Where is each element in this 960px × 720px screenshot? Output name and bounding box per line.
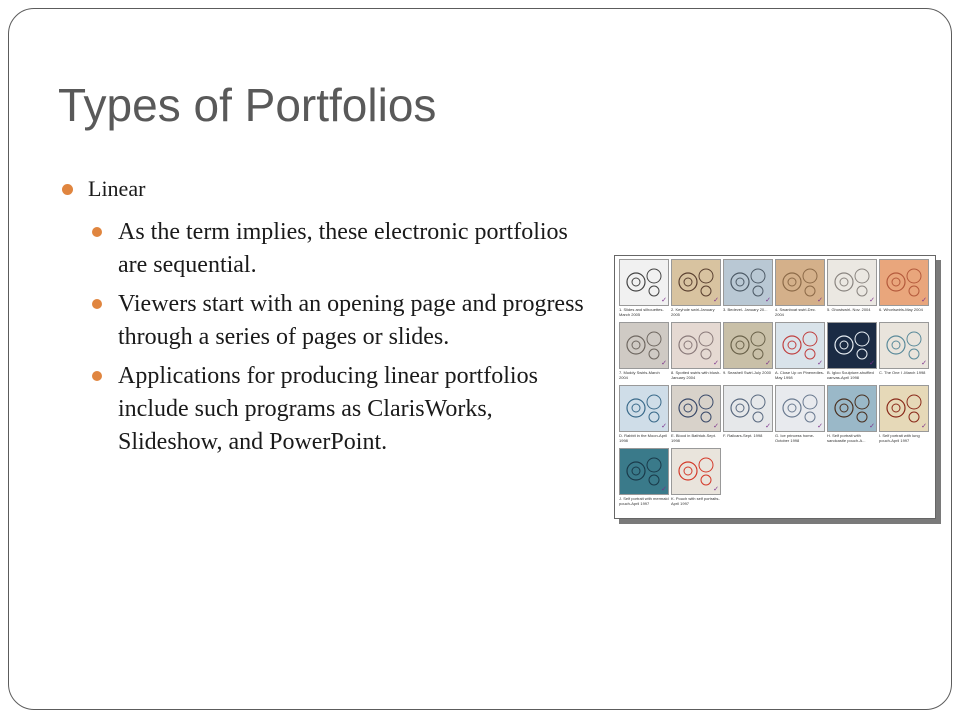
thumbnail-caption: C. The One I -March 1998 — [879, 370, 926, 375]
thumbnail-image — [619, 259, 669, 306]
thumbnail-caption: F. Railcars-Sept. 1998 — [723, 433, 763, 438]
thumbnail — [723, 322, 773, 383]
thumbnail — [775, 259, 825, 320]
thumbnail — [879, 322, 929, 383]
thumbnail-image — [775, 322, 825, 369]
thumbnail — [775, 322, 825, 383]
slide-transition-icon: ✓ — [869, 359, 875, 367]
slide-transition-icon: ✓ — [713, 422, 719, 430]
slide-transition-icon: ✓ — [869, 422, 875, 430]
thumbnail-caption: D. Rabbit in the Moon-April 1998 — [619, 433, 668, 443]
thumbnail-image — [775, 385, 825, 432]
thumbnail — [671, 322, 721, 383]
thumbnail-image — [827, 322, 877, 369]
thumbnail-image — [827, 385, 877, 432]
thumbnail-caption: A. Close Up on Pinenedles-May 1998 — [775, 370, 825, 380]
thumbnail — [827, 322, 877, 383]
thumbnail-caption: B. Igloo Sculpture-shuffled canvas-April 1998 — [827, 370, 874, 380]
thumbnail — [619, 448, 669, 509]
thumbnail-caption: G. Ice princess home-October 1998 — [775, 433, 815, 443]
thumbnail-caption: 7. Muddy Swirls-March 2004 — [619, 370, 660, 380]
thumbnail — [671, 385, 721, 446]
slide-transition-icon: ✓ — [921, 296, 927, 304]
bullet-dot-icon — [62, 184, 73, 195]
thumbnail-image — [775, 259, 825, 306]
thumbnail-image — [619, 385, 669, 432]
bullet-dot-icon — [92, 371, 102, 381]
thumbnail — [723, 385, 773, 446]
thumbnail-image — [671, 385, 721, 432]
slide-transition-icon: ✓ — [713, 296, 719, 304]
slide-transition-icon: ✓ — [765, 296, 771, 304]
thumbnail — [879, 259, 929, 320]
slide-transition-icon: ✓ — [661, 359, 667, 367]
sub-bullet — [60, 360, 600, 459]
slide-title: Types of Portfolios — [58, 79, 437, 131]
thumbnail — [723, 259, 773, 320]
thumbnail-caption: E. Blood in Bathtub-Sept. 1998 — [671, 433, 716, 443]
sub-bullet — [60, 216, 600, 282]
thumbnail-image — [827, 259, 877, 306]
thumbnail — [879, 385, 929, 446]
thumbnail — [619, 259, 669, 320]
thumbnail — [775, 385, 825, 446]
sub-bullet-text: As the term implies, these electronic portfolios are sequential. — [118, 219, 568, 278]
slide-transition-icon: ✓ — [817, 422, 823, 430]
slide-transition-icon: ✓ — [713, 485, 719, 493]
slide-transition-icon: ✓ — [661, 485, 667, 493]
thumbnail-grid — [619, 259, 931, 509]
thumbnail-image — [879, 259, 929, 306]
thumbnail-caption: K. Pouch with self portraits-April 1997 — [671, 496, 720, 506]
thumbnail-caption: 6. Whorlswirls-May 2004 — [879, 307, 923, 312]
thumbnail-image — [723, 259, 773, 306]
slide-transition-icon: ✓ — [869, 296, 875, 304]
thumbnail — [827, 385, 877, 446]
thumbnail-caption: H. Self portrait with sandcastle pouch-A... — [827, 433, 866, 443]
thumbnail — [619, 385, 669, 446]
bullet-text: Linear — [88, 176, 146, 201]
sub-bullet-text: Applications for producing linear portfolios include such programs as ClarisWorks, Slideshow, and PowerPoint. — [118, 363, 538, 455]
thumbnail — [671, 259, 721, 320]
slide-transition-icon: ✓ — [661, 296, 667, 304]
thumbnail-caption: 2. Keyhole swirl-January 2005 — [671, 307, 715, 317]
thumbnail-caption: 3. Bedevel- January 20... — [723, 307, 768, 312]
thumbnail-sorter-image — [614, 255, 936, 519]
thumbnail — [671, 448, 721, 509]
thumbnail-image — [671, 322, 721, 369]
thumbnail-caption: I. Self portrait with lung pouch-April 1997 — [879, 433, 920, 443]
thumbnail-caption: 5. Ghostswirl- Nov. 2004 — [827, 307, 871, 312]
thumbnail-image — [671, 259, 721, 306]
slide-transition-icon: ✓ — [713, 359, 719, 367]
slide-transition-icon: ✓ — [661, 422, 667, 430]
slide-transition-icon: ✓ — [817, 296, 823, 304]
thumbnail — [827, 259, 877, 320]
thumbnail-caption: J. Self portrait with mermaid pouch-April 1997 — [619, 496, 669, 506]
thumbnail-image — [723, 385, 773, 432]
slide-transition-icon: ✓ — [921, 359, 927, 367]
bullet-dot-icon — [92, 299, 102, 309]
thumbnail-image — [879, 385, 929, 432]
slide-transition-icon: ✓ — [765, 359, 771, 367]
thumbnail-image — [879, 322, 929, 369]
thumbnail-image — [723, 322, 773, 369]
thumbnail-caption: 8. Spotted swirls with blush-January 2004 — [671, 370, 721, 380]
slide-transition-icon: ✓ — [921, 422, 927, 430]
thumbnail-image — [619, 322, 669, 369]
thumbnail-image — [619, 448, 669, 495]
sub-bullet-text: Viewers start with an opening page and progress through a series of pages or slides. — [118, 291, 584, 350]
slide-transition-icon: ✓ — [765, 422, 771, 430]
thumbnail-image — [671, 448, 721, 495]
thumbnail-caption: 4. Swanboat swirl-Dec. 2004 — [775, 307, 816, 317]
thumbnail-caption: 9. Seashell Swirl-July 2000 — [723, 370, 772, 375]
thumbnail-caption: 1. Slides and silhouettes-March 2005 — [619, 307, 664, 317]
bullet-list — [60, 172, 600, 459]
bullet-linear — [60, 172, 600, 206]
thumbnail — [619, 322, 669, 383]
sub-bullet — [60, 288, 600, 354]
bullet-dot-icon — [92, 227, 102, 237]
slide-transition-icon: ✓ — [817, 359, 823, 367]
